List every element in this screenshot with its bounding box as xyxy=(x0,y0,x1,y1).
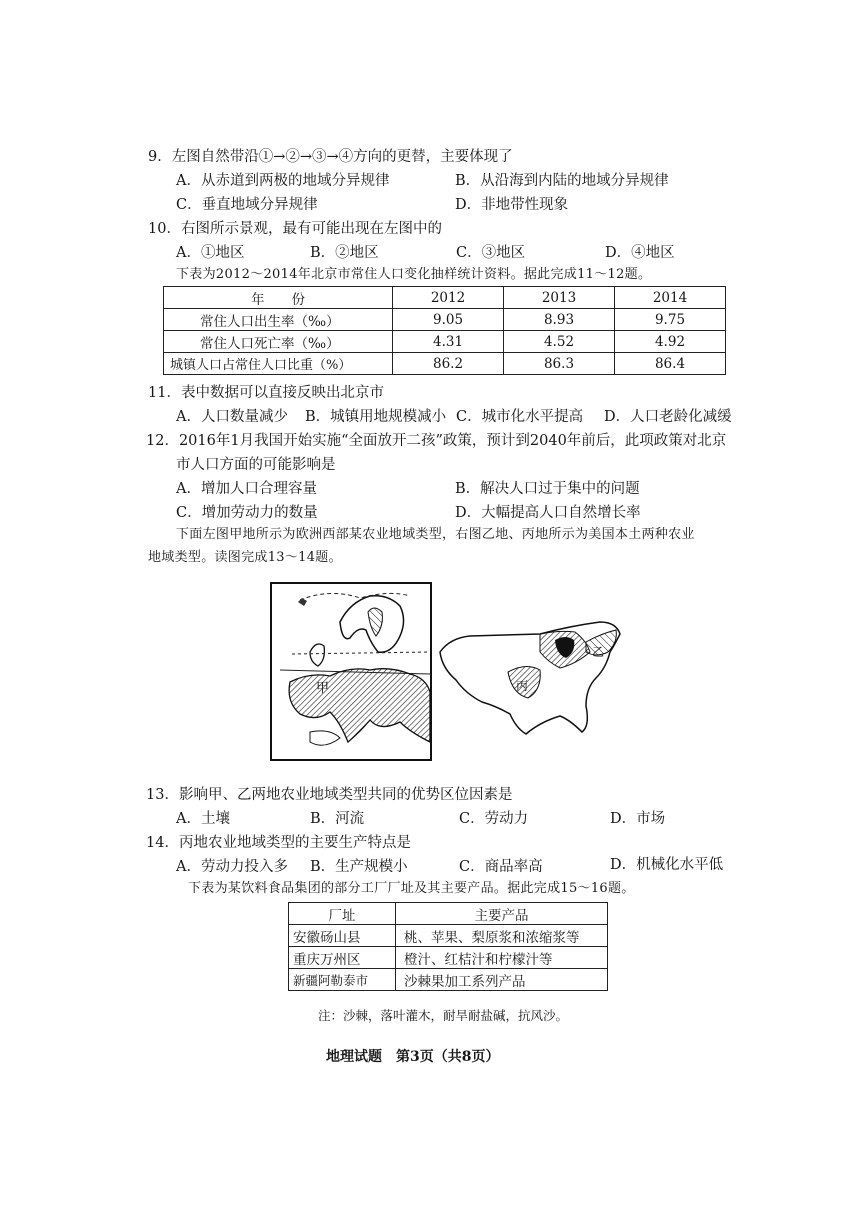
map-label-jia: 甲 xyxy=(316,681,330,696)
table-row xyxy=(289,969,608,991)
q10-option-b: B．②地区 xyxy=(310,245,379,261)
intro-11-12: 下表为2012～2014年北京市常住人口变化抽样统计资料。据此完成11～12题。 xyxy=(176,267,652,282)
table-cell: 8.93 xyxy=(504,309,615,331)
table-note: 注：沙棘，落叶灌木，耐旱耐盐碱，抗风沙。 xyxy=(318,1008,569,1023)
q10-option-d: D．④地区 xyxy=(605,245,675,261)
q14-option-b: B．生产规模小 xyxy=(310,859,408,875)
table-header-cell: 2012 xyxy=(393,287,504,309)
intro-15-16: 下表为某饮料食品集团的部分工厂厂址及其主要产品。据此完成15～16题。 xyxy=(188,881,635,896)
table-header-cell: 2013 xyxy=(504,287,615,309)
q11-option-b: B．城镇用地规模减小 xyxy=(305,409,447,425)
table-cell: 4.92 xyxy=(615,331,726,353)
q12-option-b: B．解决人口过于集中的问题 xyxy=(455,481,640,497)
table-cell: 安徽砀山县 xyxy=(289,925,396,947)
table-header-cell: 厂址 xyxy=(289,903,396,925)
q9-option-a: A．从赤道到两极的地域分异规律 xyxy=(176,173,390,189)
q12-option-c: C．增加劳动力的数量 xyxy=(176,505,318,521)
table-cell: 86.3 xyxy=(504,353,615,375)
q11-option-c: C．城市化水平提高 xyxy=(456,409,584,425)
q9-stem: 9．左图自然带沿①→②→③→④方向的更替，主要体现了 xyxy=(148,149,513,165)
q12-option-d: D．大幅提高人口自然增长率 xyxy=(455,505,641,521)
population-table xyxy=(163,286,726,375)
q13-option-b: B．河流 xyxy=(310,811,365,827)
factory-table xyxy=(288,902,608,991)
q13-stem: 13．影响甲、乙两地农业地域类型共同的优势区位因素是 xyxy=(146,787,513,803)
q11-option-a: A．人口数量减少 xyxy=(176,409,288,425)
q14-stem: 14．丙地农业地域类型的主要生产特点是 xyxy=(146,835,411,851)
table-row xyxy=(164,353,726,375)
intro-13-14-line1: 下面左图甲地所示为欧洲西部某农业地域类型，右图乙地、丙地所示为美国本土两种农业 xyxy=(176,527,695,542)
q12-option-a: A．增加人口合理容量 xyxy=(176,481,317,497)
q9-option-c: C．垂直地域分异规律 xyxy=(176,197,318,213)
q13-option-d: D．市场 xyxy=(610,811,666,827)
q10-option-a: A．①地区 xyxy=(176,245,245,261)
q12-stem-line2: 市人口方面的可能影响是 xyxy=(176,457,336,473)
q11-option-d: D．人口老龄化减缓 xyxy=(604,409,732,425)
agriculture-maps-figure xyxy=(270,582,636,762)
page-footer: 地理试题 第3页（共8页） xyxy=(326,1049,500,1065)
table-cell: 城镇人口占常住人口比重（%） xyxy=(164,353,393,375)
table-cell: 橙汁、红桔汁和柠檬汁等 xyxy=(396,947,608,969)
q9-option-d: D．非地带性现象 xyxy=(455,197,569,213)
table-cell: 常住人口死亡率（‰） xyxy=(164,331,393,353)
map-label-bing: 丙 xyxy=(516,679,529,693)
q12-stem-line1: 12．2016年1月我国开始实施“全面放开二孩”政策，预计到2040年前后，此项政策对北京 xyxy=(146,433,727,449)
map-label-yi: 乙 xyxy=(592,645,605,659)
table-row xyxy=(164,309,726,331)
table-cell: 86.2 xyxy=(393,353,504,375)
table-cell: 9.05 xyxy=(393,309,504,331)
q10-stem: 10．右图所示景观，最有可能出现在左图中的 xyxy=(148,221,442,237)
table-cell: 86.4 xyxy=(615,353,726,375)
q13-option-a: A．土壤 xyxy=(176,811,230,827)
usa-map xyxy=(440,622,620,734)
table-cell: 4.31 xyxy=(393,331,504,353)
table-row xyxy=(164,331,726,353)
table-cell: 桃、苹果、梨原浆和浓缩浆等 xyxy=(396,925,608,947)
table-header-row xyxy=(289,903,608,925)
table-header-cell: 年 份 xyxy=(164,287,393,309)
intro-13-14-line2: 地域类型。读图完成13～14题。 xyxy=(148,550,342,565)
table-cell: 沙棘果加工系列产品 xyxy=(396,969,608,991)
table-cell: 4.52 xyxy=(504,331,615,353)
q13-option-c: C．劳动力 xyxy=(459,811,529,827)
q14-option-d: D．机械化水平低 xyxy=(610,857,724,873)
q14-option-c: C．商品率高 xyxy=(459,859,543,875)
q11-stem: 11．表中数据可以直接反映出北京市 xyxy=(148,385,384,401)
table-cell: 新疆阿勒泰市 xyxy=(289,969,396,991)
q9-option-b: B．从沿海到内陆的地域分异规律 xyxy=(455,173,669,189)
q14-option-a: A．劳动力投入多 xyxy=(176,859,288,875)
table-row xyxy=(289,947,608,969)
europe-map xyxy=(271,583,431,760)
table-header-cell: 2014 xyxy=(615,287,726,309)
table-cell: 9.75 xyxy=(615,309,726,331)
table-header-cell: 主要产品 xyxy=(396,903,608,925)
table-cell: 重庆万州区 xyxy=(289,947,396,969)
table-cell: 常住人口出生率（‰） xyxy=(164,309,393,331)
table-row xyxy=(289,925,608,947)
table-header-row xyxy=(164,287,726,309)
q10-option-c: C．③地区 xyxy=(456,245,526,261)
